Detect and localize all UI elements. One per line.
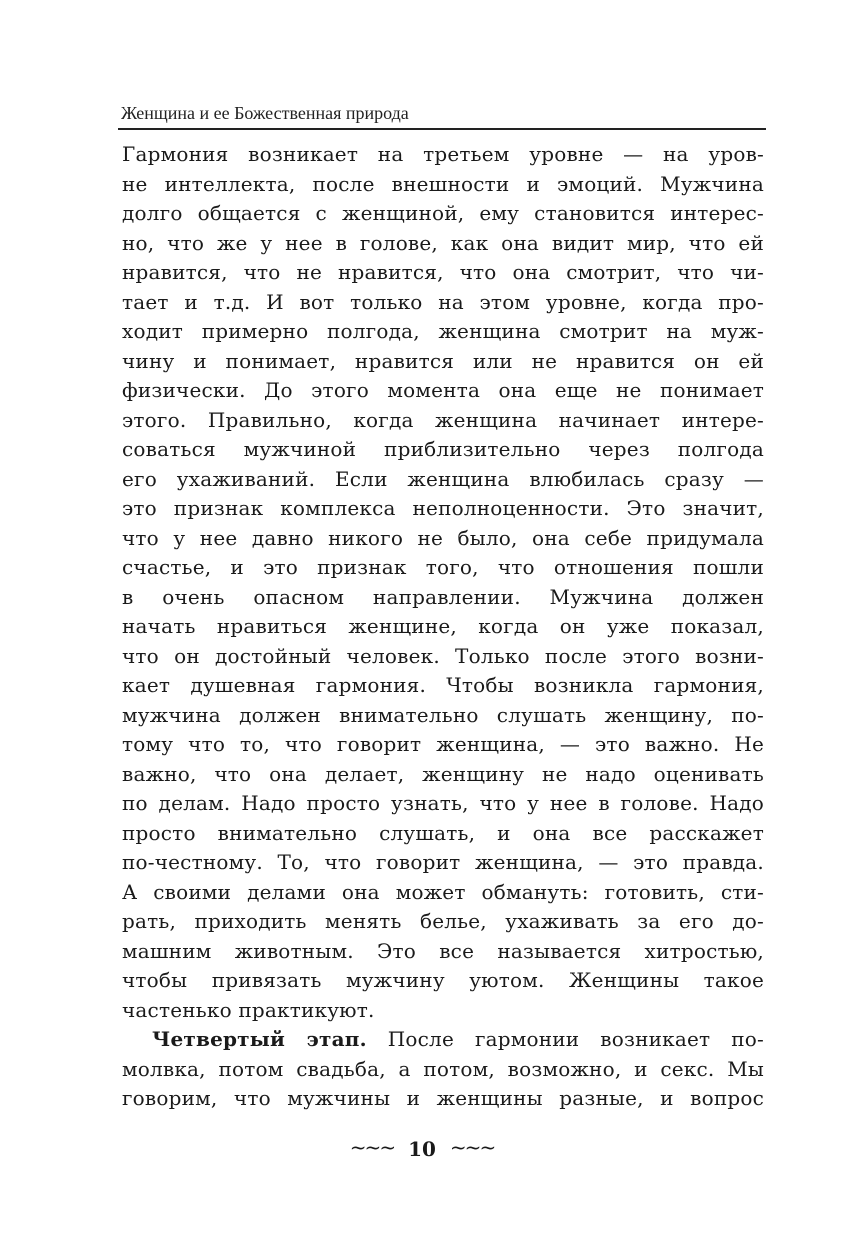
text-line: мужчина должен внимательно слушать женщину, по- bbox=[122, 702, 764, 727]
text-line: физически. До этого момента она еще не понимает bbox=[122, 378, 764, 402]
header-rule bbox=[118, 128, 766, 130]
page-number: 10 bbox=[408, 1137, 436, 1161]
text-line: тает и т.д. И вот только на этом уровне, когда про- bbox=[122, 289, 764, 314]
text-line: нравится, что не нравится, что она смотрит, что чи- bbox=[122, 260, 764, 284]
text-line: просто внимательно слушать, и она все расскажет bbox=[122, 820, 764, 845]
text-line: что он достойный человек. Только после этого возни- bbox=[122, 643, 764, 668]
text-line: ходит примерно полгода, женщина смотрит на муж- bbox=[122, 319, 764, 343]
text-line: рать, приходить менять белье, ухаживать за его до- bbox=[122, 909, 764, 933]
text-line: что у нее давно никого не было, она себе придумала bbox=[122, 525, 764, 550]
text-line: соваться мужчиной приблизительно через полгода bbox=[122, 437, 764, 461]
section-lead: Четвертый этап. bbox=[152, 1027, 367, 1051]
text-line: тому что то, что говорит женщина, — это важно. Не bbox=[122, 732, 764, 756]
text-line: в очень опасном направлении. Мужчина должен bbox=[122, 584, 764, 609]
text-line: счастье, и это признак того, что отношения пошли bbox=[122, 555, 764, 579]
text-line: машним животным. Это все называется хитростью, bbox=[122, 938, 764, 963]
text-line: говорим, что мужчины и женщины разные, и вопрос bbox=[122, 1086, 764, 1110]
text-line: начать нравиться женщине, когда он уже показал, bbox=[122, 614, 764, 638]
paragraph-2-first-line bbox=[122, 1025, 764, 1055]
text-line: по делам. Надо просто узнать, что у нее в голове. Надо bbox=[122, 791, 764, 815]
text-line: это признак комплекса неполноценности. Это значит, bbox=[122, 496, 764, 520]
page-footer bbox=[0, 1135, 844, 1161]
text-line: долго общается с женщиной, ему становится интерес- bbox=[122, 201, 764, 225]
text-line: не интеллекта, после внешности и эмоций. Мужчина bbox=[122, 171, 764, 196]
text-line: Гармония возникает на третьем уровне — на уров- bbox=[122, 142, 764, 166]
ornament-left-icon: ~~~ bbox=[349, 1135, 395, 1159]
text-line: но, что же у нее в голове, как она видит мир, что ей bbox=[122, 230, 764, 255]
text-line: частенько практикуют. bbox=[122, 997, 375, 1022]
text-line: по-честному. То, что говорит женщина, — это правда. bbox=[122, 850, 764, 874]
text-line: его ухаживаний. Если женщина влюбилась сразу — bbox=[122, 466, 764, 491]
text-line: кает душевная гармония. Чтобы возникла гармония, bbox=[122, 673, 764, 697]
text-line: А своими делами она может обмануть: готовить, сти- bbox=[122, 879, 764, 904]
text-fragment: После гармонии возникает по- bbox=[366, 1027, 765, 1051]
body-text bbox=[122, 140, 764, 1114]
text-line: чтобы привязать мужчину уютом. Женщины такое bbox=[122, 968, 764, 992]
ornament-right-icon: ~~~ bbox=[449, 1135, 495, 1159]
text-line: молвка, потом свадьба, а потом, возможно, и секс. Мы bbox=[122, 1056, 764, 1081]
text-line: чину и понимает, нравится или не нравится он ей bbox=[122, 348, 764, 373]
text-line: важно, что она делает, женщину не надо оценивать bbox=[122, 761, 764, 786]
text-line: этого. Правильно, когда женщина начинает интере- bbox=[122, 407, 764, 432]
running-title: Женщина и ее Божественная природа bbox=[121, 103, 409, 123]
